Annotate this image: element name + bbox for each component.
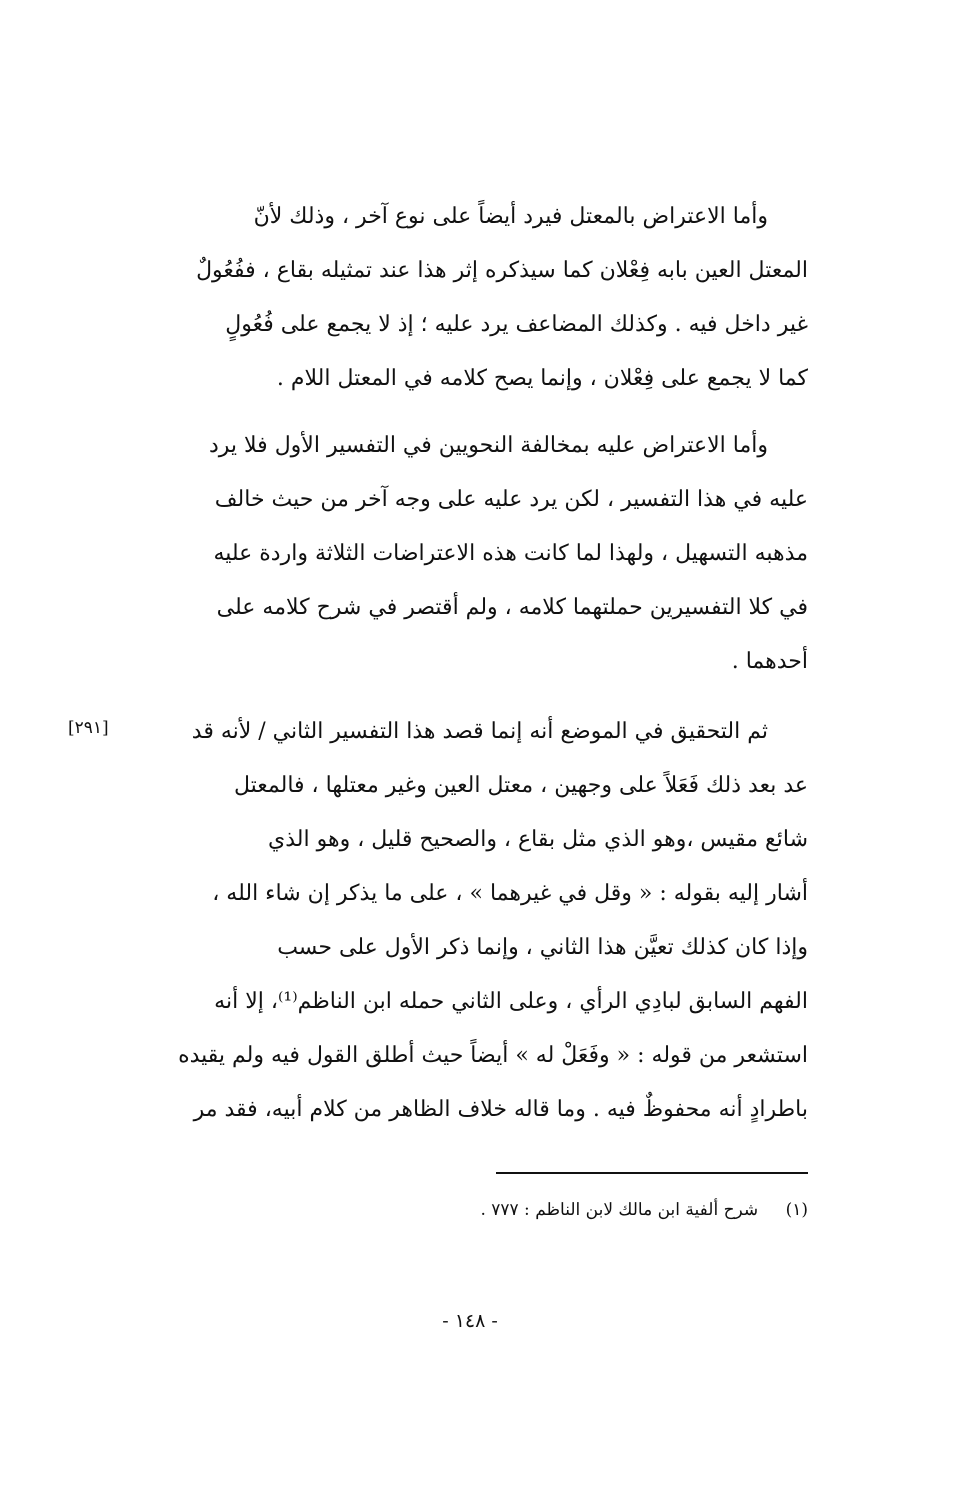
paragraph-3	[132, 705, 808, 1137]
text-line: كما لا يجمع على فِعْلان ، وإنما يصح كلامه في المعتل اللام .	[276, 366, 808, 391]
text-line: عليه في هذا التفسير ، لكن يرد عليه على وجه آخر من حيث خالف	[214, 487, 808, 512]
text-line: غير داخل فيه . وكذلك المضاعف يرد عليه ؛ إذ لا يجمع على فُعُولٍ	[225, 312, 808, 337]
text-line: وأما الاعتراض عليه بمخالفة النحويين في التفسير الأول فلا يرد	[209, 433, 768, 458]
text-line: وأما الاعتراض بالمعتل فيرد أيضاً على نوع آخر ، وذلك لأنّ	[253, 204, 768, 229]
text-line: استشعر من قوله : « وفَعَلْ له » أيضاً حيث أطلق القول فيه ولم يقيده	[178, 1043, 808, 1068]
text-line: عد بعد ذلك فَعَلاً على وجهين ، معتل العين وغير معتلها ، فالمعتل	[233, 773, 808, 798]
manuscript-folio-marker: [٢٩١]	[68, 718, 109, 738]
paragraph-1	[132, 190, 808, 406]
footnote	[380, 1200, 808, 1220]
text-line: باطرادٍ أنه محفوظٌ فيه . وما قاله خلاف الظاهر من كلام أبيه، فقد مر	[193, 1097, 808, 1122]
text-line: أشار إليه بقوله : « وقل في غيرهما » ، على ما يذكر إن شاء الله ،	[212, 881, 808, 906]
text-line: في كلا التفسيرين حملتهما كلامه ، ولم أقتصر في شرح كلامه على	[216, 595, 808, 620]
paragraph-2	[132, 419, 808, 689]
page-number: - ١٤٨ -	[442, 1310, 498, 1332]
text-line: مذهبه التسهيل ، ولهذا لما كانت هذه الاعتراضات الثلاثة واردة عليه	[213, 541, 808, 566]
text-line: أحدهما .	[731, 649, 808, 674]
text-line: وإذا كان كذلك تعيَّن هذا الثاني ، وإنما ذكر الأول على حسب	[277, 935, 808, 960]
text-line: شائع مقيس ،وهو الذي مثل بقاع ، والصحيح قليل ، وهو الذي	[268, 827, 808, 852]
text-line: الفهم السابق لبادِي الرأي ، وعلى الثاني حمله ابن الناظم⁽¹⁾، إلا أنه	[214, 989, 808, 1014]
footnote-text: شرح ألفية ابن مالك لابن الناظم : ٧٧٧ .	[480, 1200, 759, 1220]
footnote-number: (١)	[785, 1200, 808, 1220]
text-line: ثم التحقيق في الموضع أنه إنما قصد هذا التفسير الثاني / لأنه قد	[191, 719, 768, 744]
footnote-divider	[496, 1172, 808, 1174]
text-line: المعتل العين بابه فِعْلان كما سيذكره إثر هذا عند تمثيله بقاع ، ففُعُولٌ	[196, 258, 808, 283]
